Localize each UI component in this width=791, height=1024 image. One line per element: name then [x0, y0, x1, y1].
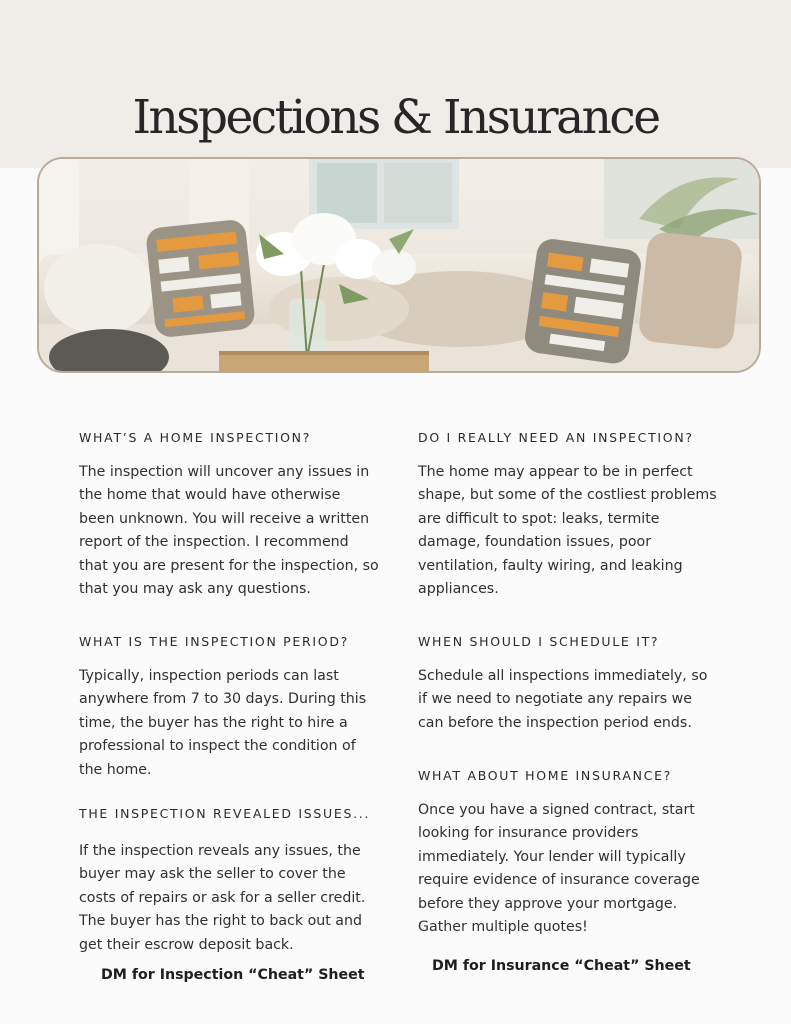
inspection-cheat-sheet-cta[interactable]: DM for Inspection “Cheat” Sheet — [101, 967, 365, 983]
section-heading: THE INSPECTION REVEALED ISSUES... — [79, 806, 371, 821]
section-when-schedule — [418, 634, 718, 735]
section-body: The home may appear to be in perfect shape, but some of the costliest problems are difficult to spot: leaks, termite damage, foundation issues, poor ventilation, faulty wiring, and leaking appliances. — [418, 464, 717, 598]
section-body: Typically, inspection periods can last anywhere from 7 to 30 days. During this time, the buyer has the right to hire a professional to inspect the condition of the home. — [79, 668, 367, 778]
page-title: Inspections & Insurance — [132, 90, 659, 145]
section-revealed-issues — [79, 806, 379, 957]
section-heading: DO I REALLY NEED AN INSPECTION? — [418, 430, 694, 445]
living-room-photo — [37, 157, 761, 373]
insurance-cheat-sheet-cta[interactable]: DM for Insurance “Cheat” Sheet — [432, 958, 691, 974]
section-body: Schedule all inspections immediately, so if we need to negotiate any repairs we can before the inspection period ends. — [418, 668, 708, 731]
section-home-insurance — [418, 768, 718, 939]
section-body: If the inspection reveals any issues, the buyer may ask the seller to cover the costs of repairs or ask for a seller credit. The buyer has the right to back out and get their escrow deposit back. — [79, 843, 366, 953]
section-what-is-inspection — [79, 430, 379, 601]
section-body: The inspection will uncover any issues in the home that would have otherwise been unknown. You will receive a written report of the inspection. I recommend that you are present for the inspection, so that you may ask any questions. — [79, 464, 379, 598]
section-heading: WHAT’S A HOME INSPECTION? — [79, 430, 312, 445]
section-heading: WHEN SHOULD I SCHEDULE IT? — [418, 634, 660, 649]
section-heading: WHAT ABOUT HOME INSURANCE? — [418, 768, 673, 783]
section-body: Once you have a signed contract, start looking for insurance providers immediately. Your lender will typically require evidence of insurance coverage before they approve your mortgage. Gather multiple quotes! — [418, 802, 700, 936]
section-heading: WHAT IS THE INSPECTION PERIOD? — [79, 634, 349, 649]
section-inspection-period — [79, 634, 379, 782]
section-need-inspection — [418, 430, 718, 601]
